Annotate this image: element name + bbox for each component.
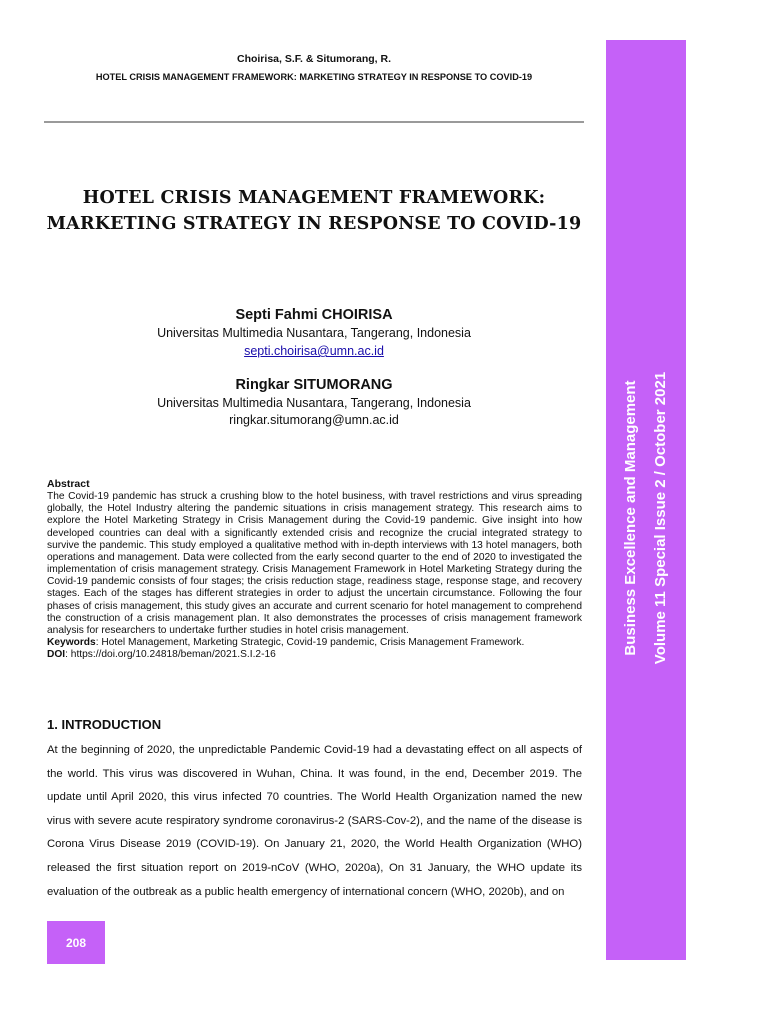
paper-title: HOTEL CRISIS MANAGEMENT FRAMEWORK: MARKETING STRATEGY IN RESPONSE TO COVID-19	[46, 188, 582, 234]
page-number: 208	[65, 935, 87, 950]
journal-issue: Volume 11 Special Issue 2 / October 2021	[652, 372, 669, 665]
journal-sidebar-text	[616, 372, 676, 664]
abstract-heading: Abstract	[47, 478, 90, 490]
doi-label: DOI	[47, 649, 66, 661]
author-block	[44, 375, 584, 429]
keywords-line	[47, 637, 582, 649]
page-number-box	[47, 921, 105, 964]
keywords-text: : Hotel Management, Marketing Strategic, Covid-19 pandemic, Crisis Management Framework.	[95, 637, 525, 649]
running-head-authors: Choirisa, S.F. & Situmorang, R.	[236, 53, 392, 65]
abstract-text: The Covid-19 pandemic has struck a crushing blow to the hotel business, with travel restrictions and virus spreading globally, the Hotel Industry altering the pandemic situations in crisis management strategy. This research aims to explore the Hotel Marketing Strategy in Crisis Management during the Covid-19 pandemic. Give insight into how developed countries can deal with a significantly extended crisis and recognize the crucial integrated strategy to survive the pandemic. This study employed a qualitative method with in-depth interviews with 13 hotel managers, both operations and management. Data were collected from the early second quarter to the end of 2020 to investigated the implementation of crisis management strategy. Crisis Management Framework in Hotel Marketing Strategy during the Covid-19 pandemic consists of four stages; the crisis reduction stage, readiness stage, response stage, and recovery stages. Each of the stages has different strategies in order to adjust the uncertain circumstance. Following the four phases of crisis management, this study gives an accurate and current scenario for hotel management to comprehend the construction of a crisis management plan. It also demonstrates the processes of crisis management framework analysis for researchers to undertake further studies in hotel crisis management.	[47, 491, 582, 636]
section-heading-introduction: 1. INTRODUCTION	[47, 717, 162, 732]
author-affiliation: Universitas Multimedia Nusantara, Tangerang, Indonesia	[157, 326, 471, 340]
journal-name: Business Excellence and Management	[622, 380, 639, 656]
keywords-label: Keywords	[47, 637, 96, 649]
introduction-text: At the beginning of 2020, the unpredictable Pandemic Covid-19 had a devastating effect on all aspects of the world. This virus was discovered in Wuhan, China. It was found, in the end, December 2019. The update until April 2020, this virus infected 70 countries. The World Health Organization named the new virus with severe acute respiratory syndrome coronavirus-2 (SARS-Cov-2), and the name of the disease is Corona Virus Disease 2019 (COVID-19). On January 21, 2020, the World Health Organization (WHO) released the first situation report on 2019-nCoV (WHO, 2020a), On 31 January, the WHO update its evaluation of the outbreak as a public health emergency of international concern (WHO, 2020b), and on	[47, 744, 582, 898]
author-name: Ringkar SITUMORANG	[235, 377, 393, 393]
abstract-section	[47, 478, 582, 661]
author-email: ringkar.situmorang@umn.ac.id	[229, 413, 399, 427]
journal-sidebar	[606, 40, 686, 960]
author-affiliation: Universitas Multimedia Nusantara, Tangerang, Indonesia	[157, 396, 471, 410]
doi-text: : https://doi.org/10.24818/beman/2021.S.I.2-16	[65, 649, 276, 661]
author-name: Septi Fahmi CHOIRISA	[235, 307, 393, 323]
author-block	[44, 305, 584, 360]
running-head-title: HOTEL CRISIS MANAGEMENT FRAMEWORK: MARKETING STRATEGY IN RESPONSE TO COVID-19	[95, 72, 533, 82]
doi-line	[47, 649, 582, 661]
header-divider	[44, 121, 584, 123]
author-email-link[interactable]: septi.choirisa@umn.ac.id	[244, 344, 384, 358]
